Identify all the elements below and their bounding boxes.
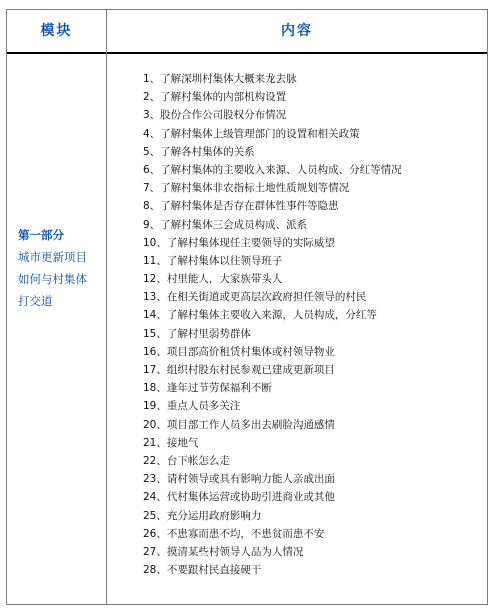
list-item: 13、在相关街道或更高层次政府担任领导的村民 xyxy=(143,291,367,304)
list-item: 3、股份合作公司股权分布情况 xyxy=(143,109,287,122)
list-item: 26、不患寡而患不均，不患贫而患不安 xyxy=(143,527,325,540)
list-item: 21、接地气 xyxy=(143,436,199,449)
list-item: 5、了解各村集体的关系 xyxy=(143,145,255,158)
module-line: 如何与村集体 xyxy=(18,272,87,286)
list-item: 28、不要跟村民直接硬干 xyxy=(143,564,262,577)
module-title: 第一部分 xyxy=(18,228,64,242)
list-item: 8、了解村集体是否存在群体性事件等隐患 xyxy=(143,200,339,213)
list-item: 19、重点人员多关注 xyxy=(143,400,241,413)
module-line: 城市更新项目 xyxy=(18,250,87,264)
list-item: 12、村里能人，大家族带头人 xyxy=(143,273,283,286)
list-item: 16、项目部高价租赁村集体或村领导物业 xyxy=(143,345,335,358)
list-item: 17、组织村股东村民参观已建成更新项目 xyxy=(143,364,335,376)
list-item: 20、项目部工作人员多出去刷脸沟通感情 xyxy=(143,418,335,431)
content-item-list xyxy=(143,70,483,579)
list-item: 24、代村集体运营或协助引进商业或其他 xyxy=(143,491,335,504)
list-item: 27、摸清某些村领导人品为人情况 xyxy=(143,545,304,558)
list-item: 15、了解村里弱势群体 xyxy=(143,327,251,340)
list-item: 4、了解村集体上级管理部门的设置和相关政策 xyxy=(143,127,360,140)
table-header-row xyxy=(7,10,487,54)
content-table xyxy=(6,9,488,605)
list-item: 11、了解村集体以往领导班子 xyxy=(143,254,283,267)
list-item: 7、了解村集体非农指标土地性质规划等情况 xyxy=(143,182,350,195)
content-cell xyxy=(107,54,487,604)
list-item: 25、充分运用政府影响力 xyxy=(143,509,262,522)
list-item: 6、了解村集体的主要收入来源、人员构成、分红等情况 xyxy=(143,163,402,176)
module-column-header: 模块 xyxy=(40,23,73,39)
list-item: 14、了解村集体主要收入来源，人员构成，分红等 xyxy=(143,309,377,322)
list-item: 2、了解村集体的内部机构设置 xyxy=(143,91,287,104)
content-column-header: 内容 xyxy=(281,23,313,39)
list-item: 9、了解村集体三会成员构成、派系 xyxy=(143,218,308,231)
module-line: 打交道 xyxy=(18,294,53,308)
list-item: 23、请村领导或具有影响力能人亲戚出面 xyxy=(143,473,335,486)
module-cell xyxy=(7,54,106,604)
list-item: 18、逢年过节劳保福利不断 xyxy=(143,382,272,395)
list-item: 22、台下帐怎么走 xyxy=(143,454,230,467)
list-item: 1、了解深圳村集体大概来龙去脉 xyxy=(143,73,297,85)
list-item: 10、了解村集体现任主要领导的实际威望 xyxy=(143,236,335,249)
module-text xyxy=(18,224,104,312)
